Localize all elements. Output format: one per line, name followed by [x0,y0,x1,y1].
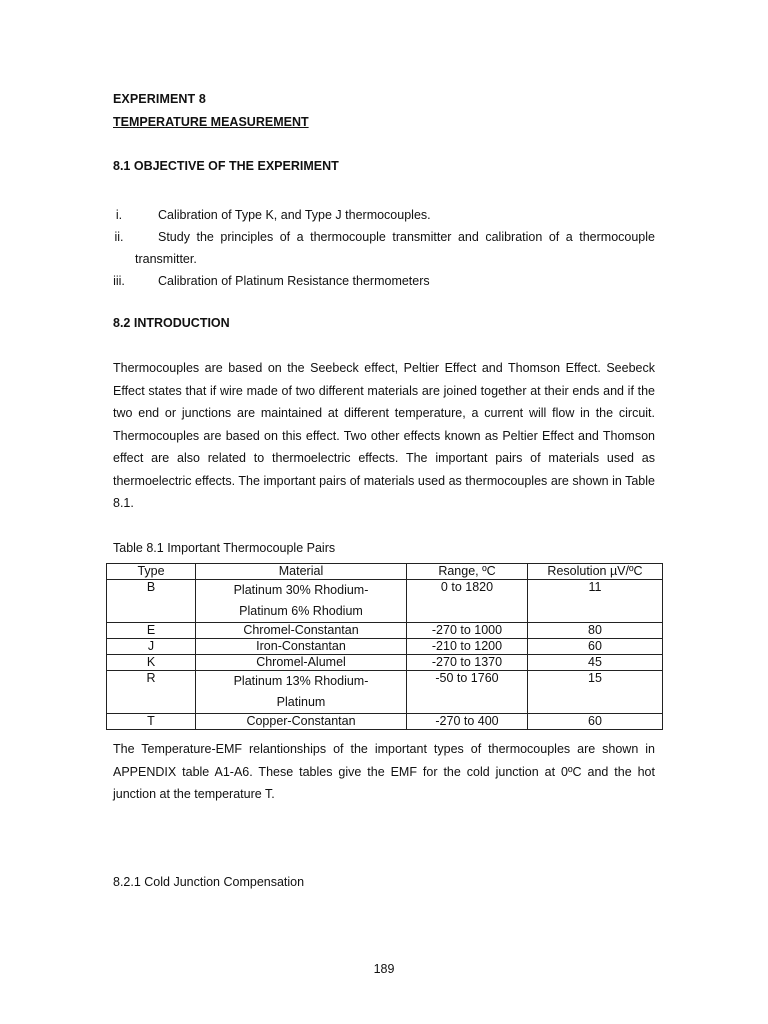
column-header-resolution: Resolution µV/ºC [528,564,663,580]
cell-range: -270 to 1370 [407,655,528,671]
objective-heading: 8.1 OBJECTIVE OF THE EXPERIMENT [113,159,339,173]
cell-type: T [107,714,196,730]
table-row [107,639,663,655]
subsection-heading: 8.2.1 Cold Junction Compensation [113,875,305,889]
objective-item [108,270,655,292]
objective-item-continuation: transmitter. [135,252,197,266]
objective-item [108,204,655,226]
cell-material [196,580,407,623]
cell-resolution: 60 [528,639,663,655]
cell-type: B [107,580,196,623]
cell-type: K [107,655,196,671]
objective-list [108,204,655,292]
thermocouple-table [106,563,663,730]
experiment-title: TEMPERATURE MEASUREMENT [113,115,309,129]
table-row [107,655,663,671]
table-header-row [107,564,663,580]
cell-material-line: Platinum [276,695,326,709]
cell-range: -270 to 400 [407,714,528,730]
column-header-type: Type [107,564,196,580]
table-row [107,623,663,639]
experiment-number: EXPERIMENT 8 [113,92,206,106]
cell-resolution: 11 [528,580,663,623]
cell-resolution: 80 [528,623,663,639]
cell-range: -210 to 1200 [407,639,528,655]
objective-item-number: iii. [113,274,125,288]
cell-resolution: 45 [528,655,663,671]
objective-item-text: Study the principles of a thermocouple transmitter and calibration of a thermocouple [158,230,655,244]
cell-type: J [107,639,196,655]
cell-type: E [107,623,196,639]
cell-material [196,671,407,714]
page-number: 189 [373,962,395,976]
cell-material-line: Platinum 13% Rhodium- [233,674,369,688]
objective-item [108,226,655,270]
table-row [107,714,663,730]
objective-item-text: Calibration of Platinum Resistance thermometers [158,274,430,288]
cell-material: Iron-Constantan [196,639,407,655]
cell-type: R [107,671,196,714]
cell-material: Chromel-Constantan [196,623,407,639]
cell-material: Copper-Constantan [196,714,407,730]
cell-material-line: Platinum 30% Rhodium- [233,583,369,597]
cell-range: 0 to 1820 [407,580,528,623]
emf-paragraph: The Temperature-EMF relantionships of the important types of thermocouples are shown in APPENDIX table A1-A6. These tables give the EMF for the cold junction at 0ºC and the hot junction at the temperature T. [113,742,655,801]
cell-resolution: 15 [528,671,663,714]
objective-item-number: ii. [114,230,124,244]
introduction-paragraph: Thermocouples are based on the Seebeck effect, Peltier Effect and Thomson Effect. Seebeck Effect states that if wire made of two different materials are joined together at their ends and if the two end or junctions are maintained at different temperature, a current will flow in the circuit. Thermocouples are based on this effect. Two other effects known as Peltier Effect and Thomson effect are also related to thermoelectric effects. The important pairs of materials used as thermoelectric effects. The important pairs of materials used as thermocouples are shown in Table 8.1. [113,361,655,510]
table-row [107,671,663,714]
cell-range: -50 to 1760 [407,671,528,714]
cell-range: -270 to 1000 [407,623,528,639]
objective-item-number: i. [115,208,123,222]
objective-item-text: Calibration of Type K, and Type J thermocouples. [158,208,431,222]
column-header-material: Material [196,564,407,580]
cell-resolution: 60 [528,714,663,730]
cell-material-line: Platinum 6% Rhodium [239,604,363,618]
table-row [107,580,663,623]
table-caption: Table 8.1 Important Thermocouple Pairs [113,541,336,555]
introduction-heading: 8.2 INTRODUCTION [113,316,230,330]
column-header-range: Range, ºC [407,564,528,580]
cell-material: Chromel-Alumel [196,655,407,671]
